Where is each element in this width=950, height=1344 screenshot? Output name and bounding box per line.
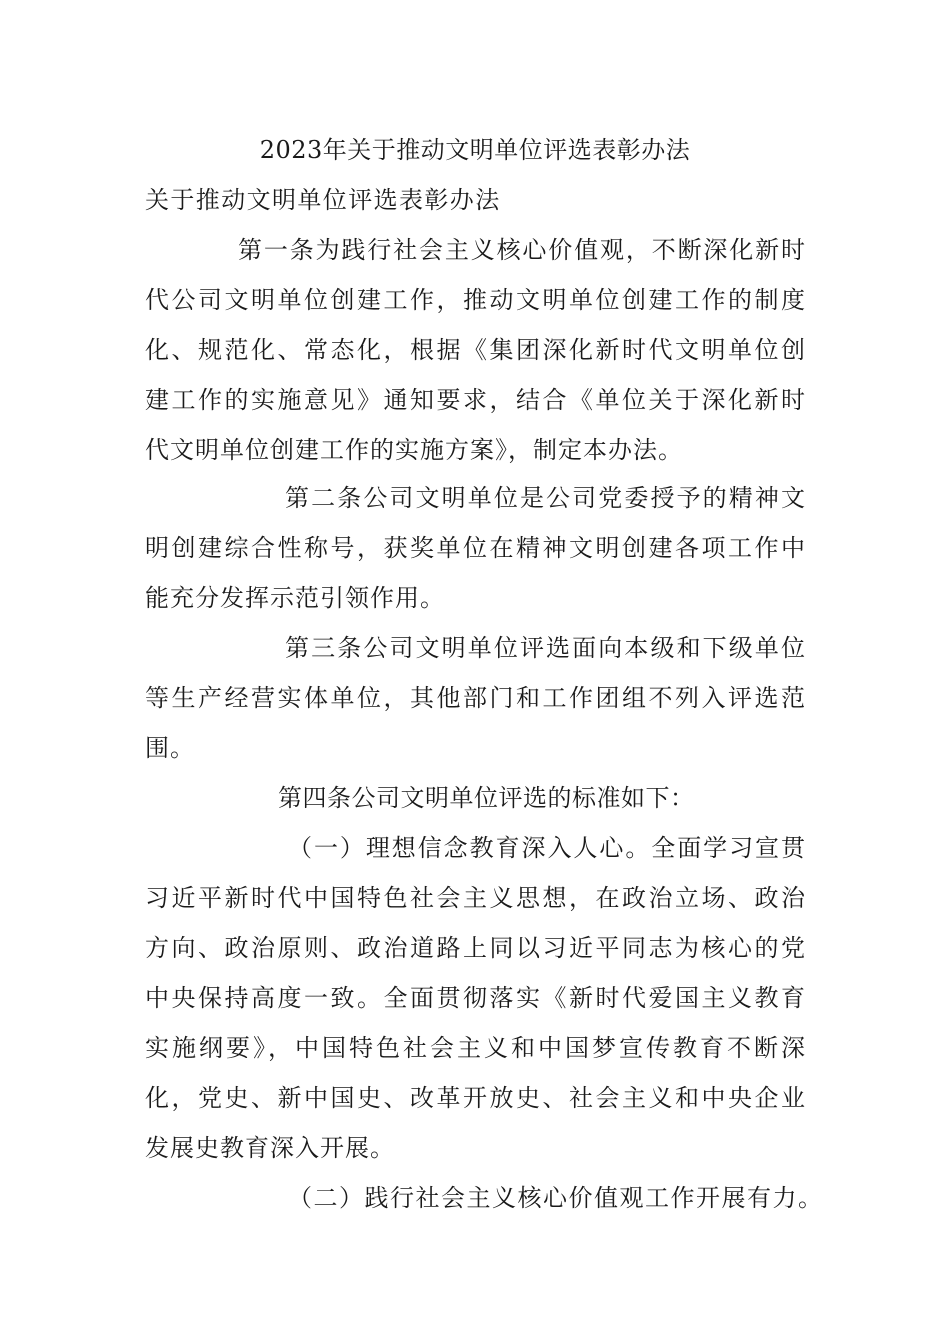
item-1-line-3: 方向、政治原则、政治道路上同以习近平同志为核心的党 bbox=[145, 934, 805, 962]
article-1-line-2: 代公司文明单位创建工作，推动文明单位创建工作的制度 bbox=[145, 286, 805, 314]
article-1-line-4: 建工作的实施意见》通知要求，结合《单位关于深化新时 bbox=[145, 386, 805, 414]
item-1-line-1: （一）理想信念教育深入人心。全面学习宣贯 bbox=[288, 834, 805, 862]
page-title: 2023年关于推动文明单位评选表彰办法 bbox=[259, 136, 691, 164]
item-1-line-2: 习近平新时代中国特色社会主义思想，在政治立场、政治 bbox=[145, 884, 805, 912]
item-1-line-7: 发展史教育深入开展。 bbox=[145, 1134, 395, 1162]
article-3-line-2: 等生产经营实体单位，其他部门和工作团组不列入评选范 bbox=[145, 684, 805, 712]
article-3-line-1: 第三条公司文明单位评选面向本级和下级单位 bbox=[285, 634, 805, 662]
item-1-line-4: 中央保持高度一致。全面贯彻落实《新时代爱国主义教育 bbox=[145, 984, 805, 1012]
item-2-line-1: （二）践行社会主义核心价值观工作开展有力。 bbox=[288, 1184, 822, 1212]
item-1-line-6: 化，党史、新中国史、改革开放史、社会主义和中央企业 bbox=[145, 1084, 805, 1112]
article-1-line-5: 代文明单位创建工作的实施方案》，制定本办法。 bbox=[145, 436, 683, 464]
article-2-line-3: 能充分发挥示范引领作用。 bbox=[145, 584, 445, 612]
document-subtitle: 关于推动文明单位评选表彰办法 bbox=[145, 186, 501, 214]
article-2-line-2: 明创建综合性称号，获奖单位在精神文明创建各项工作中 bbox=[145, 534, 805, 562]
item-1-line-5: 实施纲要》，中国特色社会主义和中国梦宣传教育不断深 bbox=[145, 1034, 805, 1062]
article-3-line-3: 围。 bbox=[145, 734, 195, 762]
article-4-line-1: 第四条公司文明单位评选的标准如下： bbox=[278, 784, 695, 812]
article-1-line-1: 第一条为践行社会主义核心价值观，不断深化新时 bbox=[238, 236, 805, 264]
article-1-line-3: 化、规范化、常态化，根据《集团深化新时代文明单位创 bbox=[145, 336, 805, 364]
article-2-line-1: 第二条公司文明单位是公司党委授予的精神文 bbox=[285, 484, 805, 512]
